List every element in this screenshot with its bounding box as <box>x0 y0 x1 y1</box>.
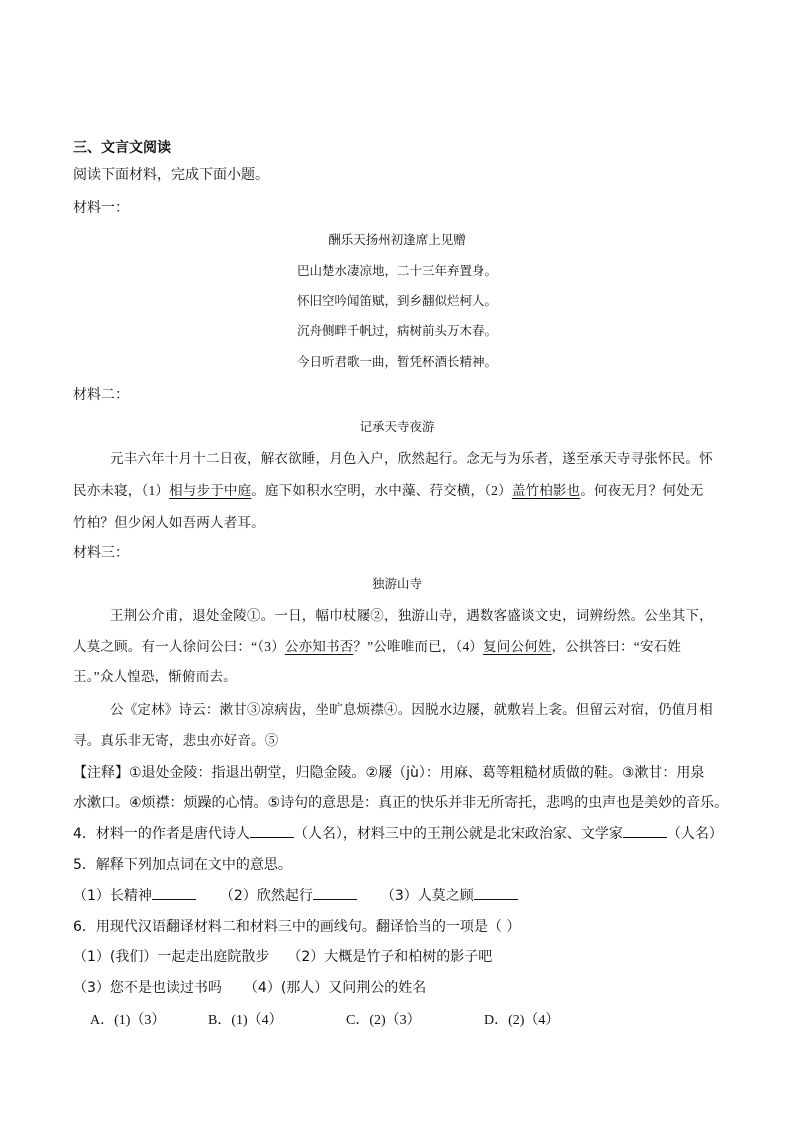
question-5-items <box>73 885 518 905</box>
translation-line <box>73 946 492 966</box>
question-6-stem: 6．用现代汉语翻译材料二和材料三中的画线句。翻译恰当的一项是（ ） <box>73 919 521 935</box>
translation-line <box>73 977 426 997</box>
prose-line <box>73 635 681 655</box>
poem-title: 酬乐天扬州初逢席上见赠 <box>328 233 466 247</box>
option-c[interactable]: C．(2)（3） <box>346 1013 421 1028</box>
prose-line: 王荆公介甫，退处金陵①。一日，幅巾杖屦②，独游山寺，遇数客盛谈文史，词辨纷然。公坐其下， <box>110 608 713 623</box>
prose-line <box>73 479 704 499</box>
material2-label: 材料二： <box>73 387 129 403</box>
word-item: （1）长精神 <box>73 888 152 904</box>
underlined-sentence: 相与步于中庭 <box>169 483 252 498</box>
translation-item: （3）您不是也读过书吗 <box>73 980 222 996</box>
section-title: 三、文言文阅读 <box>73 140 171 156</box>
poem-line: 巴山楚水凄凉地，二十三年弃置身。 <box>296 264 497 278</box>
underlined-sentence: 复问公何姓 <box>483 639 552 654</box>
question-text: 4．材料一的作者是唐代诗人 <box>73 826 250 842</box>
prose-line: 元丰六年十月十二日夜，解衣欲睡，月色入户，欣然起行。念无与为乐者，遂至承天寺寻张怀民。怀 <box>110 451 713 466</box>
material1-label: 材料一： <box>73 200 129 216</box>
notes-line: 水漱口。④烦襟：烦躁的心情。⑤诗句的意思是：真正的快乐并非无所寄托，悲鸣的虫声也是美妙的音乐。 <box>73 795 729 811</box>
underlined-sentence: 盖竹柏影也 <box>511 483 581 498</box>
answer-blank[interactable] <box>152 887 196 900</box>
answer-blank[interactable] <box>250 825 294 838</box>
instructions: 阅读下面材料，完成下面小题。 <box>73 167 269 183</box>
word-item: （3）人莫之顾 <box>380 888 474 904</box>
underlined-sentence: 公亦知书否 <box>284 639 354 654</box>
question-text: （人名），材料三中的王荆公就是北宋政治家、文学家 <box>293 826 623 842</box>
prose-line: 竹柏？但少闲人如吾两人者耳。 <box>73 515 265 530</box>
prose-text: 。庭下如积水空明，水中藻、荇交横，（2） <box>251 483 512 498</box>
word-item: （2）欣然起行 <box>219 888 313 904</box>
option-b[interactable]: B．(1)（4） <box>208 1013 283 1028</box>
prose-line: 寻。真乐非无寄，悲虫亦好音。⑤ <box>73 733 279 748</box>
option-d[interactable]: D．(2)（4） <box>484 1013 560 1028</box>
poem-line: 怀旧空吟闻笛赋，到乡翻似烂柯人。 <box>296 294 497 308</box>
prose-title: 记承天寺夜游 <box>359 420 435 434</box>
question-4 <box>73 823 723 843</box>
answer-blank[interactable] <box>313 887 357 900</box>
material3-label: 材料三： <box>73 545 129 561</box>
question-text: （人名） <box>666 826 723 842</box>
question-5-stem: 5．解释下列加点词在文中的意思。 <box>73 857 292 873</box>
notes-line: 【注释】①退处金陵：指退出朝堂，归隐金陵。②屦（jù）：用麻、葛等粗糙材质做的鞋。③漱甘：用泉 <box>73 765 705 781</box>
answer-options <box>90 1009 559 1029</box>
prose-text: ，公拱答曰：“安石姓 <box>551 639 682 654</box>
prose-text: 人莫之顾。有一人徐问公曰：“（3） <box>73 639 285 654</box>
poem-line: 沉舟侧畔千帆过，病树前头万木春。 <box>296 324 497 338</box>
option-a[interactable]: A．(1)（3） <box>90 1013 166 1028</box>
prose-text: 。何夜无月？何处无 <box>580 483 704 498</box>
translation-item: （1）(我们）一起走出庭院散步 <box>73 949 270 965</box>
prose-line: 王。”众人惶恐，惭俯而去。 <box>73 669 237 684</box>
prose-text: ？”公唯唯而已，（4） <box>353 639 484 654</box>
prose-text: 民亦未寝，（1） <box>73 483 170 498</box>
answer-blank[interactable] <box>474 887 518 900</box>
prose-title: 独游山寺 <box>371 577 422 591</box>
translation-item: （4）(那人）又问荆公的姓名 <box>243 980 427 996</box>
prose-line: 公《定林》诗云：漱甘③凉病齿，坐旷息烦襟④。因脱水边屦，就敷岩上衾。但留云对宿，仍值月相 <box>110 702 713 717</box>
translation-item: （2）大概是竹子和柏树的影子吧 <box>287 949 493 965</box>
poem-line: 今日听君歌一曲，暂凭杯酒长精神。 <box>296 355 497 369</box>
answer-blank[interactable] <box>623 825 667 838</box>
